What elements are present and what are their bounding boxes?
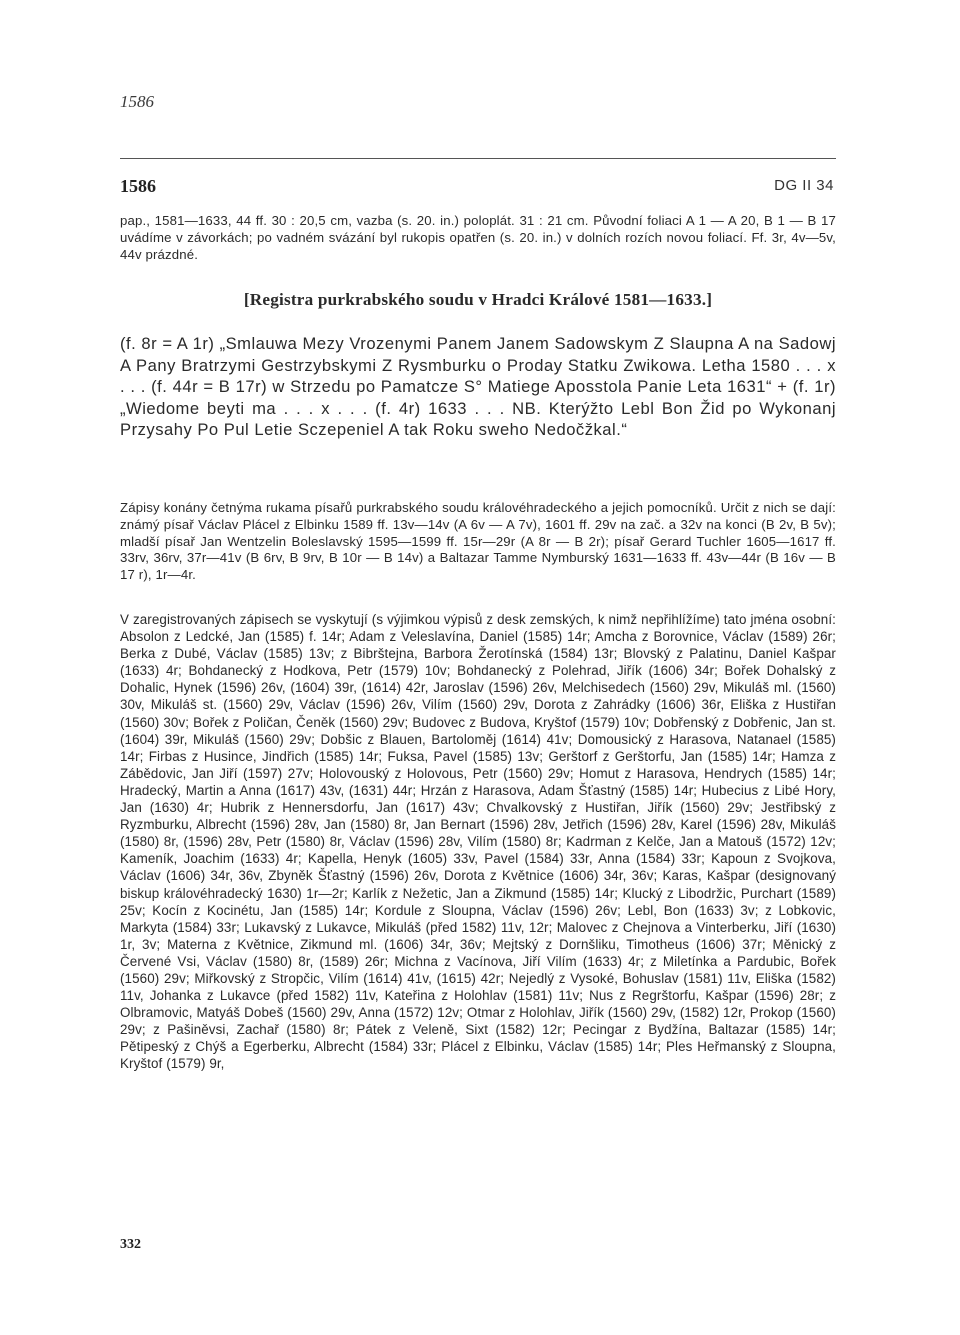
header-rule <box>120 158 836 159</box>
personal-names-paragraph: V zaregistrovaných zápisech se vyskytují (s výjimkou výpisů z desk zemských, k nimž nepřihlížíme) tato jména osobní: Absolon z Ledcké, Jan (1585) f. 14r; Adam z Veleslavína, Daniel (1585) 14r; Amcha z Borovnice, Václav (1589) 26r; Berka z Dubé, Václav (1585) 13v; z Bibrštejna, Barbora Žerotínská (1584) 13r; Blovský z Palatinu, Daniel Kašpar (1633) 4r; Bohdanecký z Hodkova, Petr (1579) 10v; Bohdanecký z Polehrad, Jiřík (1606) 34r; Bořek Dohalský z Dohalic, Hynek (1596) 26v, (1604) 39r, (1614) 42r, Jaroslav (1596) 26v, Melchisedech (1560) 29v, Mikuláš ml. (1560) 30v, Mikuláš st. (1560) 29v, Václav (1596) 26v, Vilím (1560) 29v, Dorota z Zahrádky (1606) 36r, Eliška z Hustiřan (1560) 30v; Bořek z Poličan, Čeněk (1560) 29v; Budovec z Budova, Kryštof (1579) 10v; Dobřenský z Dobřenic, Jan st. (1604) 39r, Mikuláš (1560) 29v; Dobšic z Blauen, Bartoloměj (1614) 41v; Domousický z Harasova, Natanael (1585) 14r; Firbas z Husince, Jindřich (1585) 14r; Fuksa, Pavel (1585) 13v; Gerštorf z Gerštorfu, Jan (1585) 14r; Hamza z Zábědovic, Jan Jiří (1597) 27v; Holovouský z Holovous, Petr (1560) 29v; Homut z Harasova, Hendrych (1585) 14r; Hradecký, Martin a Anna (1617) 43v, (1631) 44r; Hrzán z Harasova, Adam Šťastný (1585) 14r; Hubecius z Libé Hory, Jan (1630) 4r; Hubrik z Hennersdorfu, Jan (1617) 43v; Chvalkovský z Hustiřan, Jiřík (1560) 29v; Jestřibský z Ryzmburku, Albrecht (1596) 28v, Jan (1580) 8r, Jan Bernart (1596) 28v, Jetřich (1596) 28v, Karel (1596) 28v, Mikuláš (1580) 8r, (1596) 28v, Petr (1580) 8r, Václav (1596) 28v, Vilím (1580) 8r; Kadrman z Kelče, Jan a Matouš (1572) 12v; Kameník, Joachim (1633) 4r; Kapella, Henyk (1605) 33v, Pavel (1584) 33r, Anna (1584) 33r; Kapoun z Svojkova, Václav (1606) 34r, 36v, Zbyněk Šťastný (1596) 26v, Dorota z Květnice (1606) 34r, 36v; Karas, Kašpar (designovaný biskup královéhradecký 1630) 1r—2r; Karlík z Nežetic, Jan a Zikmund (1585) 14r; Klucký z Libodržic, Purchart (1589) 25v; Kocín z Kocinétu, Jan (1585) 14r; Kordule z Sloupna, Václav (1596) 26v; Lebl, Bon (1633) 3v; z Lobkovic, Markyta (1584) 33r; Lukavský z Lukavce, Mikuláš (před 1582) 11v, 12r; Malovec z Chejnova a Vinterberku, Jiří (1630) 1r, 3v; Materna z Květnice, Zikmund ml. (1606) 34r, 36v; Mejtský z Dornšliku, Timotheus (1606) 37r; Měnický z Červené Vsi, Václav (1580) 8r, (1589) 26r; Michna z Vacínova, Jiří Vilím (1633) 4r; z Miletínka a Pardubic, Bořek (1560) 29v; Miřkovský z Stropčic, Vilím (1614) 41v, (1615) 42r; Nejedlý z Vysoké, Bohuslav (1581) 11v, Eliška (1582) 11v, Johanka z Lukavce (před 1582) 11v, Kateřina z Holohlav (1581) 11v; Nus z Regrštorfu, Kašpar (1596) 28r; z Olbramovic, Matyáš Dobeš (1560) 29v, Anna (1572) 12v; Otmar z Holohlav, Jiřík (1560) 29v, (1582) 12r, Prokop (1560) 29v; z Pašiněvsi, Zachař (1580) 8r; Pátek z Veleně, Sixt (1582) 12r; Pecingar z Bydžína, Baltazar (1585) 14r; Pětipeský z Chýš a Egerberku, Albrecht (1584) 33r; Plácel z Elbinku, Václav (1585) 14r; Ples Heřmanský z Sloupna, Kryštof (1579) 9r, <box>120 612 836 1072</box>
page-number: 332 <box>120 1237 141 1252</box>
scribes-paragraph: Zápisy konány četnýma rukama písařů purkrabského soudu královéhradeckého a jejich pomocníků. Určit z nich se dají: známý písař Václav Plácel z Elbinku 1589 ff. 13v—14v (A 6v — A 7v), 1601 ff. 29v na zač. a 32v na konci (B 2v, B 5v); mladší písař Jan Wentzelin Boleslavský 1595—1599 ff. 15r—29r (A 8r — B 2r); písař Gerard Tuchler 1605—1617 ff. 33rv, 36rv, 37r—41v (B 6rv, B 9rv, B 10r — B 14v) a Baltazar Tamme Nymburský 1631—1633 ff. 43v—44r (B 16v — B 17 r), 1r—4r. <box>120 500 836 583</box>
manuscript-title: [Registra purkrabského soudu v Hradci Králové 1581—1633.] <box>243 290 713 309</box>
incipit-quote: (f. 8r = A 1r) „Smlauwa Mezy Vrozenymi Panem Janem Sadowskym Z Slaupna A na Sadowj A Pany Bratrzymi Gestrzybskymi Z Rysmburku o Proday Statku Zwikowa. Letha 1580 . . . x . . . (f. 44r = B 17r) w Strzedu po Pamatcze S° Matiege Aposstola Panie Leta 1631“ + (f. 1r) „Wiedome beyti ma . . . x . . . (f. 4r) 1633 . . . NB. Kterýžto Lebl Bon Žid po Wykonanj Przysahy Po Pul Letie Sczepeniel A tak Roku sweho Nedočžkal.“ <box>120 334 836 440</box>
physical-description: pap., 1581—1633, 44 ff. 30 : 20,5 cm, vazba (s. 20. in.) poloplát. 31 : 21 cm. Původní foliaci A 1 — A 20, B 1 — B 17 uvádíme v závorkách; po vadném svázání byl rukopis opatřen (s. 20. in.) v dolních rozích novou foliací. Ff. 3r, 4v—5v, 44v prázdné. <box>120 213 836 262</box>
running-head: 1586 <box>120 92 154 111</box>
entry-number: 1586 <box>120 176 156 196</box>
manuscript-signature: DG II 34 <box>774 177 834 194</box>
